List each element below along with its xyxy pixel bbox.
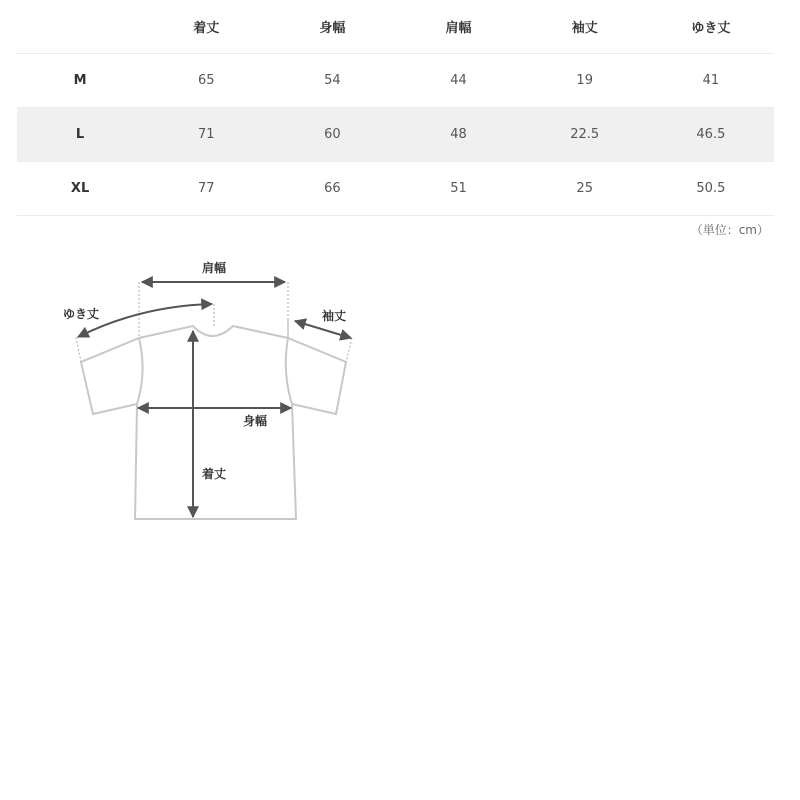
table-cell: 54 bbox=[269, 54, 395, 108]
shoulder-label: 肩幅 bbox=[201, 261, 227, 275]
table-cell: 19 bbox=[522, 54, 648, 108]
header-sleeve-length: 袖丈 bbox=[522, 0, 648, 54]
unit-note: （単位：cm） bbox=[690, 223, 769, 237]
table-cell: 65 bbox=[143, 54, 269, 108]
guide-lines bbox=[76, 282, 352, 362]
length-label: 着丈 bbox=[201, 467, 227, 481]
header-blank bbox=[17, 0, 143, 54]
size-label: XL bbox=[17, 162, 143, 216]
table-cell: 71 bbox=[143, 108, 269, 162]
header-body-width: 身幅 bbox=[269, 0, 395, 54]
sleeve-arrow bbox=[295, 321, 351, 338]
size-label: M bbox=[17, 54, 143, 108]
table-cell: 77 bbox=[143, 162, 269, 216]
table-header-row bbox=[17, 0, 774, 54]
table-cell: 25 bbox=[522, 162, 648, 216]
size-label: L bbox=[17, 108, 143, 162]
width-label: 身幅 bbox=[242, 414, 268, 428]
sleeve-label: 袖丈 bbox=[321, 309, 347, 323]
table-cell: 41 bbox=[648, 54, 774, 108]
table-cell: 66 bbox=[269, 162, 395, 216]
table-cell: 22.5 bbox=[522, 108, 648, 162]
table-cell: 44 bbox=[395, 54, 521, 108]
table-cell: 51 bbox=[395, 162, 521, 216]
header-yuki-length: ゆき丈 bbox=[648, 0, 774, 54]
table-cell: 60 bbox=[269, 108, 395, 162]
table-cell: 48 bbox=[395, 108, 521, 162]
table-cell: 46.5 bbox=[648, 108, 774, 162]
table-row bbox=[17, 162, 774, 216]
table-row bbox=[17, 54, 774, 108]
size-table bbox=[17, 0, 774, 216]
table-row bbox=[17, 108, 774, 162]
yuki-label: ゆき丈 bbox=[62, 307, 100, 321]
header-shoulder-width: 肩幅 bbox=[395, 0, 521, 54]
header-length: 着丈 bbox=[143, 0, 269, 54]
tshirt-outline bbox=[81, 326, 346, 519]
table-cell: 50.5 bbox=[648, 162, 774, 216]
tshirt-measurement-diagram bbox=[0, 240, 380, 540]
